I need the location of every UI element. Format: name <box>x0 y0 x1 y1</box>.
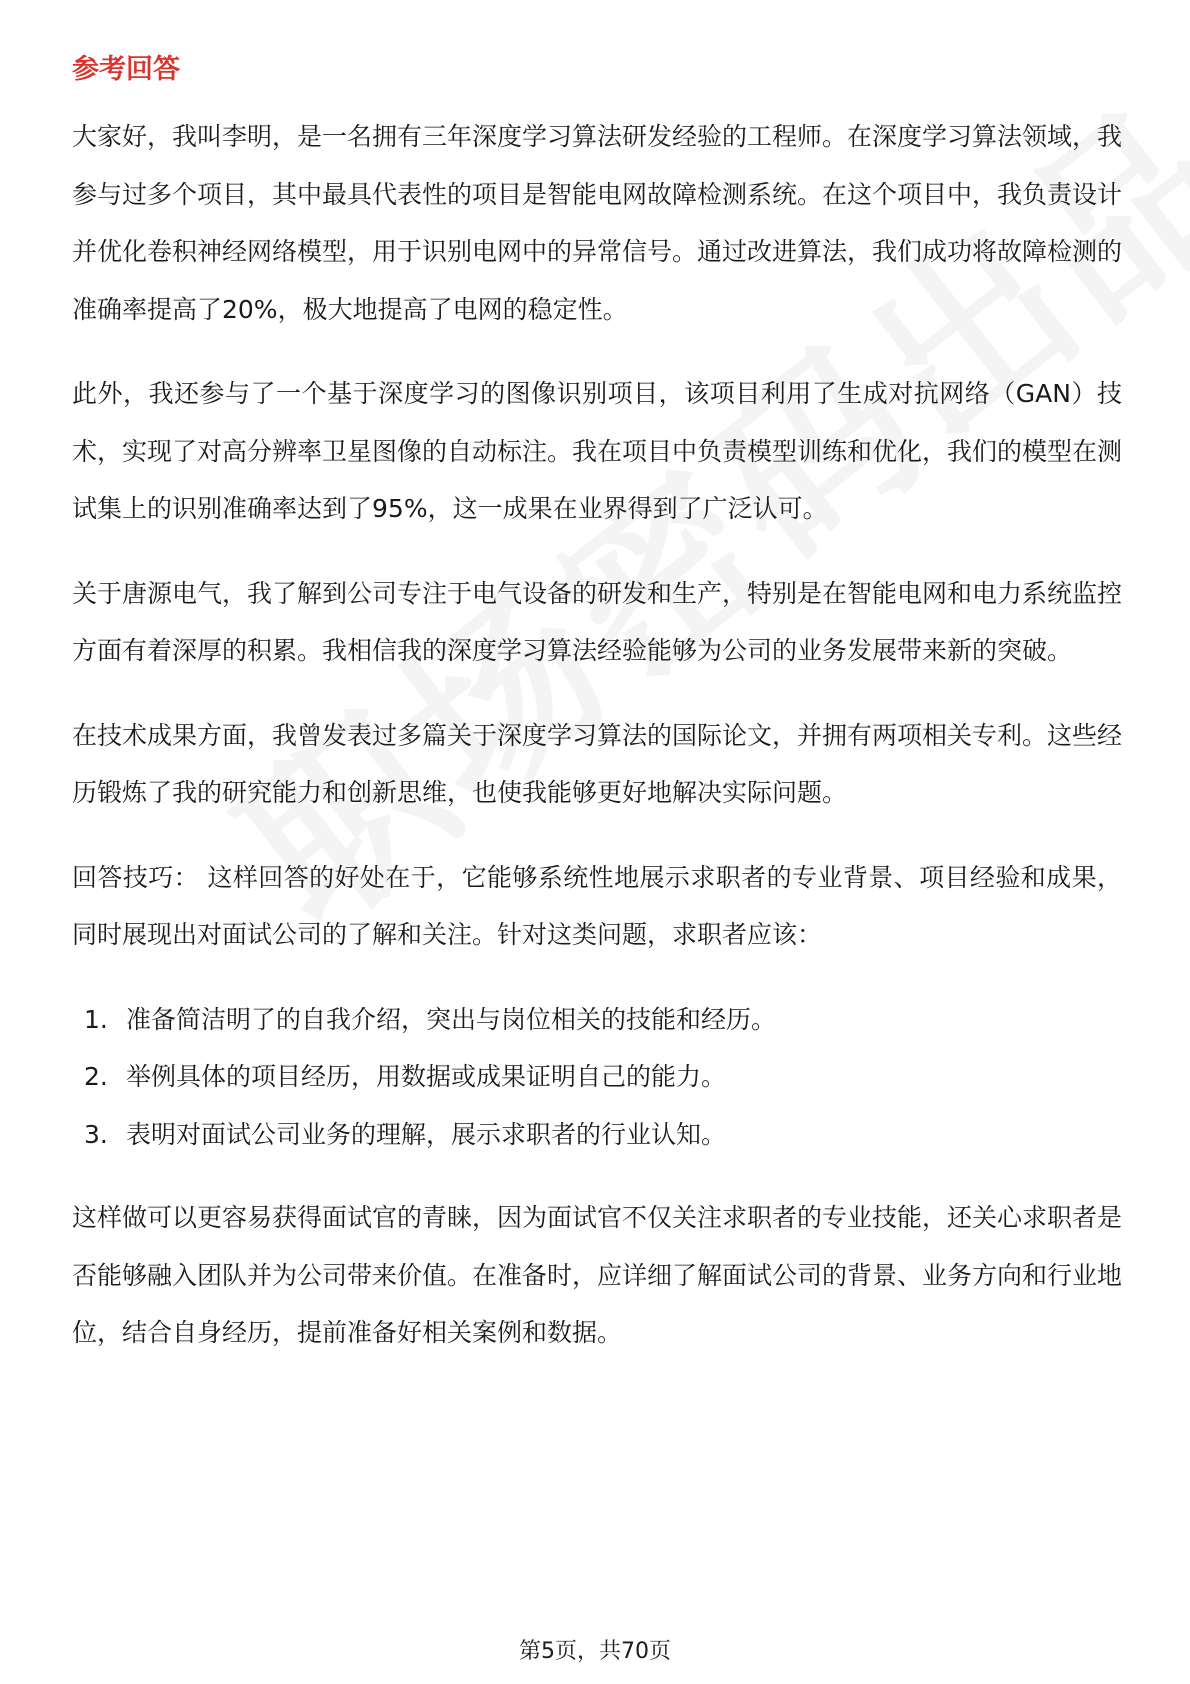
list-item <box>84 1048 1122 1106</box>
list-number: 1. <box>84 1004 108 1034</box>
document-page <box>72 40 1122 1389</box>
paragraph-gan-project: 此外，我还参与了一个基于深度学习的图像识别项目，该项目利用了生成对抗网络（GAN）技术，实现了对高分辨率卫星图像的自动标注。我在项目中负责模型训练和优化，我们的模型在测试集上的识别准确率达到了95%，这一成果在业界得到了广泛认可。 <box>72 379 1123 523</box>
list-item <box>84 1106 1122 1164</box>
paragraph-achievements: 在技术成果方面，我曾发表过多篇关于深度学习算法的国际论文，并拥有两项相关专利。这些经历锻炼了我的研究能力和创新思维，也使我能够更好地解决实际问题。 <box>72 720 1123 807</box>
list-text: 准备简洁明了的自我介绍，突出与岗位相关的技能和经历。 <box>126 1004 777 1034</box>
paragraph-company: 关于唐源电气，我了解到公司专注于电气设备的研发和生产，特别是在智能电网和电力系统监控方面有着深厚的积累。我相信我的深度学习算法经验能够为公司的业务发展带来新的突破。 <box>72 578 1123 665</box>
list-number: 2. <box>84 1062 108 1091</box>
page-number: 第5页，共70页 <box>519 1639 671 1664</box>
list-item <box>84 991 1122 1049</box>
tips-list <box>72 991 1122 1164</box>
paragraph-tips-intro: 回答技巧： 这样回答的好处在于，它能够系统性地展示求职者的专业背景、项目经验和成果，同时展现出对面试公司的了解和关注。针对这类问题，求职者应该： <box>72 862 1122 949</box>
list-number: 3. <box>84 1119 108 1149</box>
paragraph-closing: 这样做可以更容易获得面试官的青睐，因为面试官不仅关注求职者的专业技能，还关心求职者是否能够融入团队并为公司带来价值。在准备时，应详细了解面试公司的背景、业务方向和行业地位，结合自身经历，提前准备好相关案例和数据。 <box>72 1203 1123 1347</box>
list-text: 举例具体的项目经历，用数据或成果证明自己的能力。 <box>126 1062 727 1091</box>
paragraph-intro: 大家好，我叫李明，是一名拥有三年深度学习算法研发经验的工程师。在深度学习算法领域，我参与过多个项目，其中最具代表性的项目是智能电网故障检测系统。在这个项目中，我负责设计并优化卷积神经网络模型，用于识别电网中的异常信号。通过改进算法，我们成功将故障检测的准确率提高了20%，极大地提高了电网的稳定性。 <box>72 122 1123 324</box>
section-heading: 参考回答 <box>72 54 180 85</box>
list-text: 表明对面试公司业务的理解，展示求职者的行业认知。 <box>126 1119 727 1149</box>
